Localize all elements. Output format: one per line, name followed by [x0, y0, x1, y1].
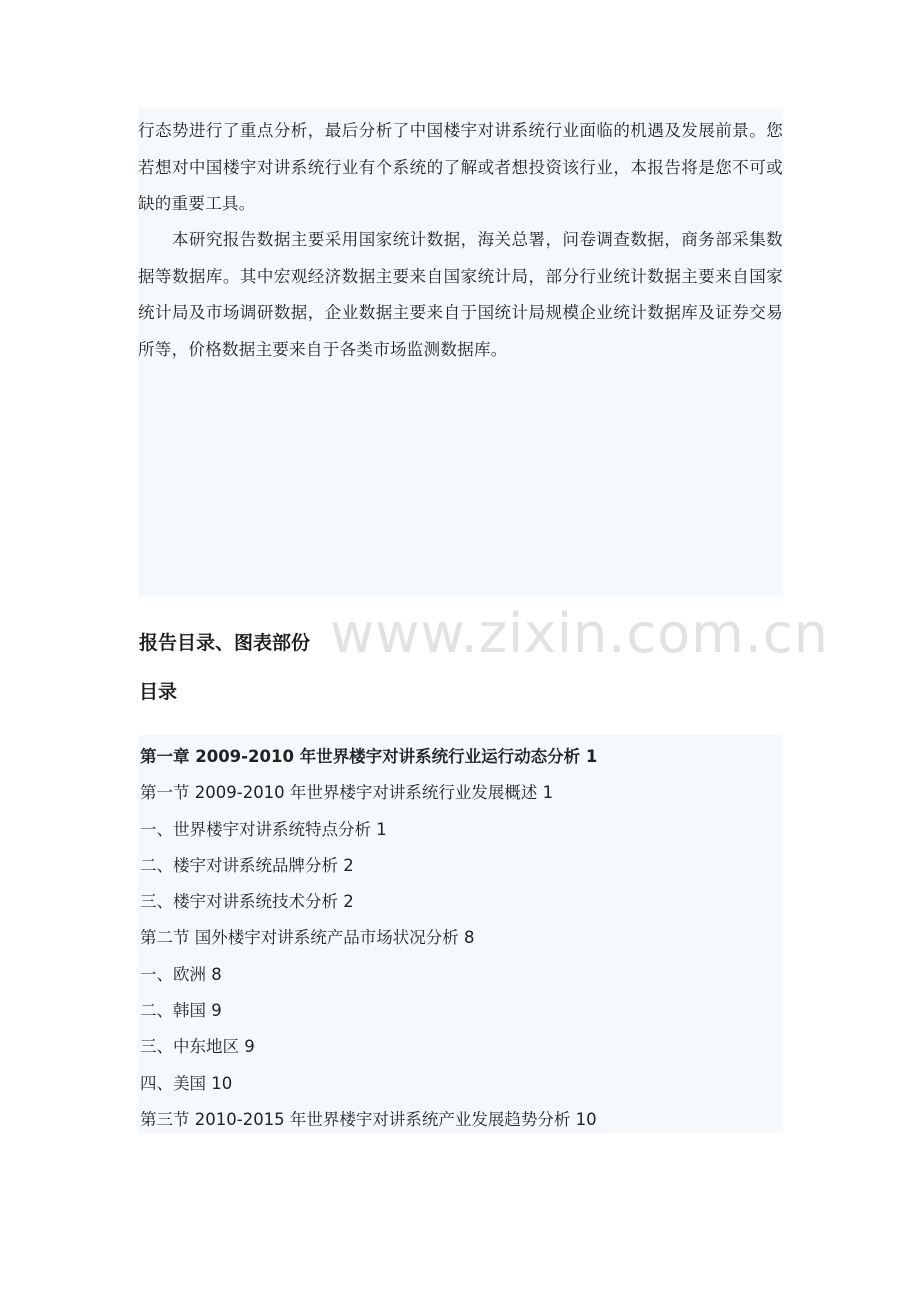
catalog-heading: 报告目录、图表部份 — [139, 632, 311, 654]
toc-section-1-3[interactable]: 第三节 2010-2015 年世界楼宇对讲系统产业发展趋势分析 10 — [140, 1109, 597, 1129]
toc-section — [138, 735, 783, 1133]
intro-section — [138, 108, 783, 596]
toc-subsection[interactable]: 三、中东地区 9 — [140, 1037, 255, 1057]
toc-subsection[interactable]: 四、美国 10 — [140, 1073, 233, 1093]
toc-subsection[interactable]: 一、世界楼宇对讲系统特点分析 1 — [140, 819, 387, 839]
watermark: www.zixin.com.cn — [330, 602, 829, 665]
toc-chapter-1[interactable]: 第一章 2009-2010 年世界楼宇对讲系统行业运行动态分析 1 — [140, 747, 598, 766]
intro-paragraph-2: 本研究报告数据主要采用国家统计数据，海关总署，问卷调查数据，商务部采集数据等数据库。其中宏观经济数据主要来自国家统计局，部分行业统计数据主要来自国家统计局及市场调研数据，企业数据主要来自于国统计局规模企业统计数据库及证券交易所等，价格数据主要来自于各类市场监测数据库。 — [138, 230, 783, 359]
toc-subsection[interactable]: 二、楼宇对讲系统品牌分析 2 — [140, 855, 354, 875]
toc-section-1-2[interactable]: 第二节 国外楼宇对讲系统产品市场状况分析 8 — [140, 928, 475, 948]
toc-subsection[interactable]: 三、楼宇对讲系统技术分析 2 — [140, 892, 354, 912]
toc-subsection[interactable]: 二、韩国 9 — [140, 1001, 222, 1021]
intro-paragraph-1: 行态势进行了重点分析，最后分析了中国楼宇对讲系统行业面临的机遇及发展前景。您若想对中国楼宇对讲系统行业有个系统的了解或者想投资该行业，本报告将是您不可或缺的重要工具。 — [138, 121, 783, 213]
toc-list — [140, 739, 597, 1138]
toc-heading: 目录 — [139, 681, 178, 703]
toc-subsection[interactable]: 一、欧洲 8 — [140, 964, 222, 984]
toc-section-1-1[interactable]: 第一节 2009-2010 年世界楼宇对讲系统行业发展概述 1 — [140, 783, 554, 803]
